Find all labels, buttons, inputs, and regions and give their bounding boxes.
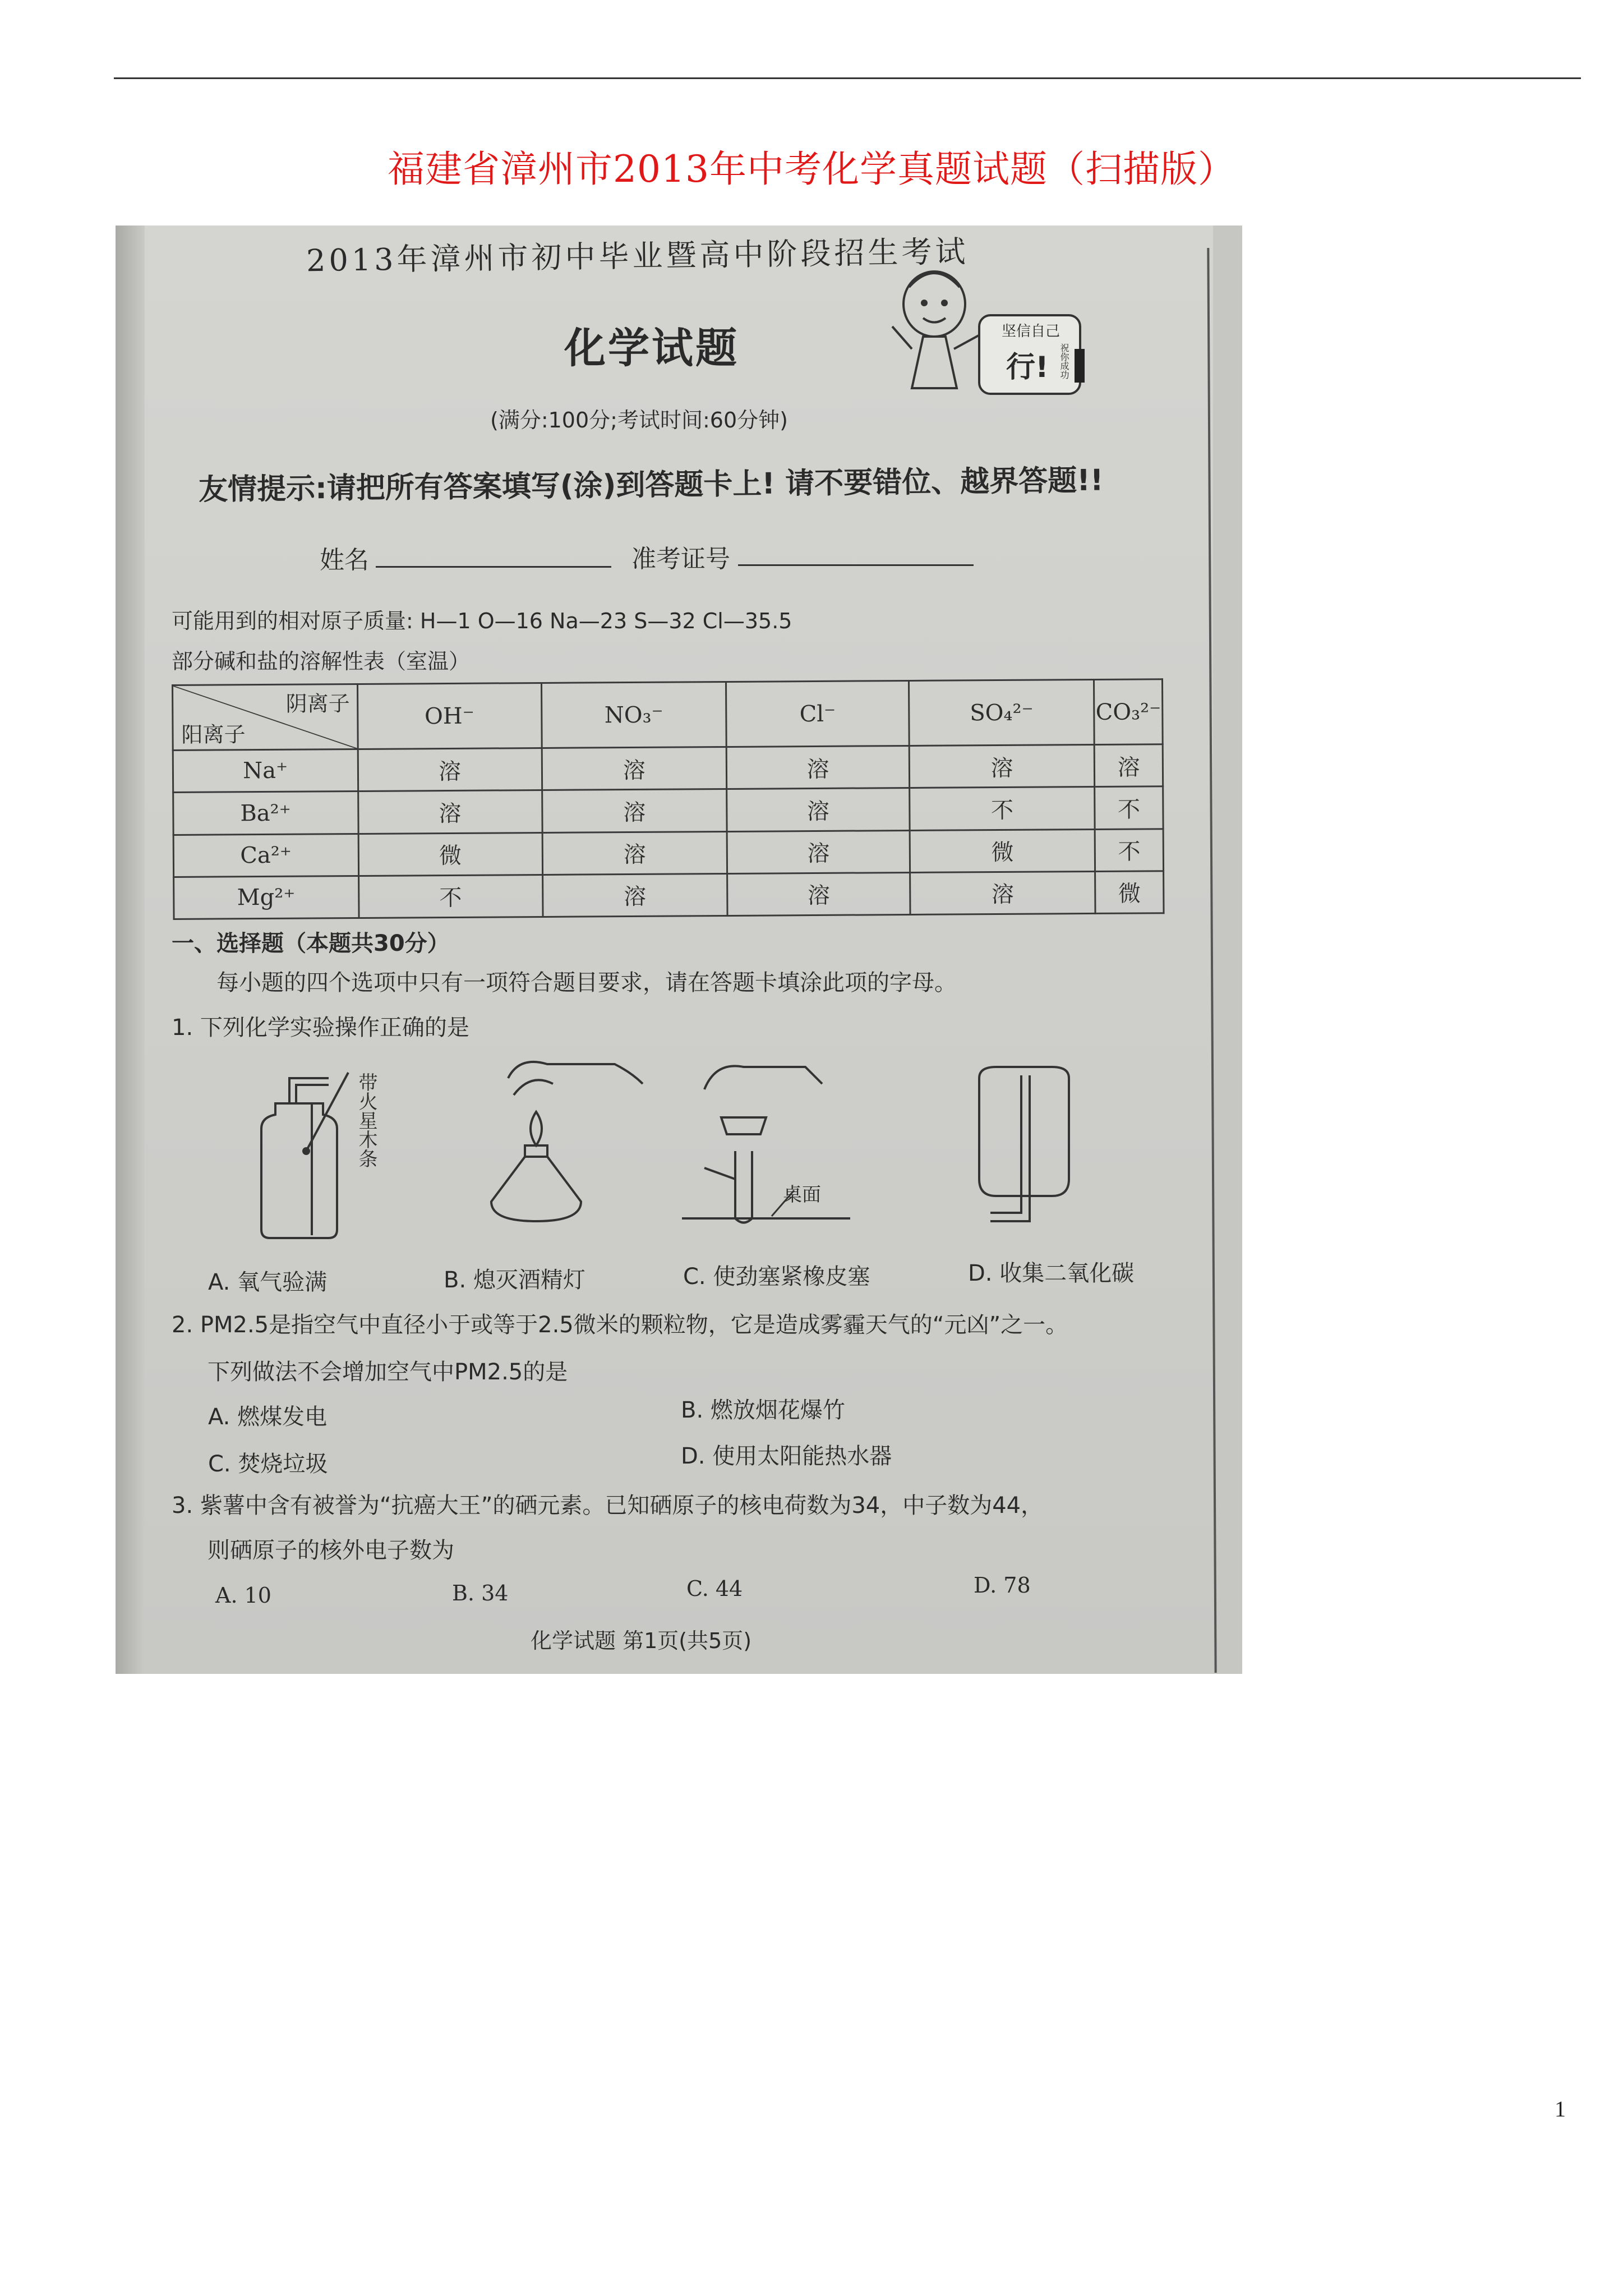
q1-option-b: B. 熄灭酒精灯 (444, 1267, 585, 1293)
table-cell: 溶 (727, 872, 910, 915)
q3-option-d: D. 78 (974, 1573, 1031, 1598)
table-cell: 溶 (727, 830, 910, 873)
table-cell: 溶 (542, 789, 727, 832)
question-1-stem: 1. 下列化学实验操作正确的是 (172, 1015, 469, 1041)
mascot-text-top: 坚信自己 (1002, 323, 1061, 340)
mascot-illustration (889, 265, 1114, 411)
question-2-stem-line1: 2. PM2.5是指空气中直径小于或等于2.5微米的颗粒物，它是造成雾霾天气的“元凶”之一。 (172, 1312, 1068, 1338)
table-cell: 溶 (910, 871, 1095, 914)
document-title: 福建省漳州市2013年中考化学真题试题（扫描版） (388, 148, 1235, 191)
table-cell: 溶 (726, 746, 909, 789)
table-cell: 溶 (542, 873, 727, 917)
table-cell: 溶 (727, 788, 910, 831)
table-row (173, 829, 1163, 877)
rubber-stopper-apparatus-icon (682, 1050, 861, 1235)
q2-option-c: C. 焚烧垃圾 (208, 1451, 328, 1477)
table-header-row (173, 679, 1163, 751)
table-cell: 溶 (358, 748, 542, 792)
name-label: 姓名 (320, 546, 369, 574)
scan-page-footer: 化学试题 第1页(共5页) (531, 1628, 752, 1653)
table-row (173, 744, 1163, 793)
table-cell: 不 (1095, 829, 1163, 871)
q3-option-c: C. 44 (686, 1576, 743, 1601)
table-corner-cell (173, 684, 358, 750)
q1-option-d: D. 收集二氧化碳 (968, 1260, 1135, 1286)
q1-option-a: A. 氧气验满 (208, 1269, 328, 1295)
table-caption: 部分碱和盐的溶解性表（室温） (172, 649, 471, 674)
anion-header: 阴离子 (285, 691, 350, 716)
table-cell: 不 (358, 875, 543, 918)
anion-no3: NO₃⁻ (541, 682, 726, 748)
cation-cell: Na⁺ (173, 749, 358, 793)
mascot-text-side: 祝你成功 (1059, 343, 1069, 379)
cation-cell: Mg²⁺ (174, 876, 359, 919)
solubility-table (172, 678, 1165, 920)
table-cell: 溶 (542, 747, 727, 790)
q3-option-b: B. 34 (452, 1581, 509, 1605)
exam-header: 2013年漳州市初中毕业暨高中阶段招生考试 (306, 233, 969, 279)
friendly-tip: 友情提示:请把所有答案填写(涂)到答题卡上! 请不要错位、越界答题!! (198, 463, 1104, 507)
ticket-blank (738, 564, 974, 566)
table-cell: 不 (1095, 786, 1163, 829)
question-3-stem-line2: 则硒原子的核外电子数为 (208, 1538, 454, 1563)
atomic-masses: 可能用到的相对原子质量: H—1 O—16 Na—23 S—32 Cl—35.5 (172, 609, 792, 633)
anion-oh: OH⁻ (357, 683, 542, 749)
q2-option-a: A. 燃煤发电 (208, 1404, 328, 1430)
section-1-instructions: 每小题的四个选项中只有一项符合题目要求，请在答题卡填涂此项的字母。 (216, 970, 957, 996)
table-row (173, 786, 1163, 835)
anion-cl: Cl⁻ (726, 680, 909, 747)
question-2-stem-line2: 下列做法不会增加空气中PM2.5的是 (208, 1359, 568, 1385)
header-rule (114, 77, 1581, 79)
table-row (174, 871, 1164, 919)
section-1-heading: 一、选择题（本题共30分） (172, 931, 450, 956)
table-cell: 微 (358, 832, 543, 876)
q1-option-c: C. 使劲塞紧橡皮塞 (683, 1264, 870, 1290)
page-number: 1 (1555, 2096, 1566, 2122)
table-surface-label: 桌面 (783, 1184, 821, 1206)
q2-option-b: B. 燃放烟花爆竹 (681, 1397, 845, 1423)
score-time: (满分:100分;考试时间:60分钟) (490, 408, 788, 432)
cation-cell: Ca²⁺ (173, 834, 358, 877)
question-3-stem-line1: 3. 紫薯中含有被誉为“抗癌大王”的硒元素。已知硒原子的核电荷数为34，中子数为44， (172, 1493, 1044, 1519)
q3-option-a: A. 10 (215, 1583, 271, 1608)
table-cell: 溶 (358, 790, 542, 834)
scanned-exam-page (116, 226, 1242, 1674)
table-cell: 溶 (909, 745, 1095, 788)
table-cell: 不 (910, 787, 1095, 830)
anion-co3: CO₃²⁻ (1094, 679, 1163, 745)
cation-header: 阳离子 (181, 722, 246, 748)
mascot-text-main: 行! (1006, 351, 1049, 384)
background-strip (1213, 226, 1242, 1674)
alcohol-lamp-icon (474, 1050, 654, 1241)
table-cell: 微 (1095, 871, 1164, 913)
table-cell: 微 (910, 829, 1095, 872)
stick-label: 带火星木条 (355, 1073, 377, 1168)
ticket-label: 准考证号 (631, 545, 730, 573)
q2-option-d: D. 使用太阳能热水器 (681, 1443, 892, 1469)
cation-cell: Ba²⁺ (173, 792, 358, 835)
table-cell: 溶 (1095, 744, 1163, 787)
subject-title: 化学试题 (564, 324, 739, 372)
table-cell: 溶 (542, 831, 727, 875)
anion-so4: SO₄²⁻ (909, 679, 1094, 746)
name-blank (376, 566, 611, 568)
co2-collection-apparatus-icon (968, 1061, 1091, 1241)
page-binding-shadow (116, 226, 145, 1674)
